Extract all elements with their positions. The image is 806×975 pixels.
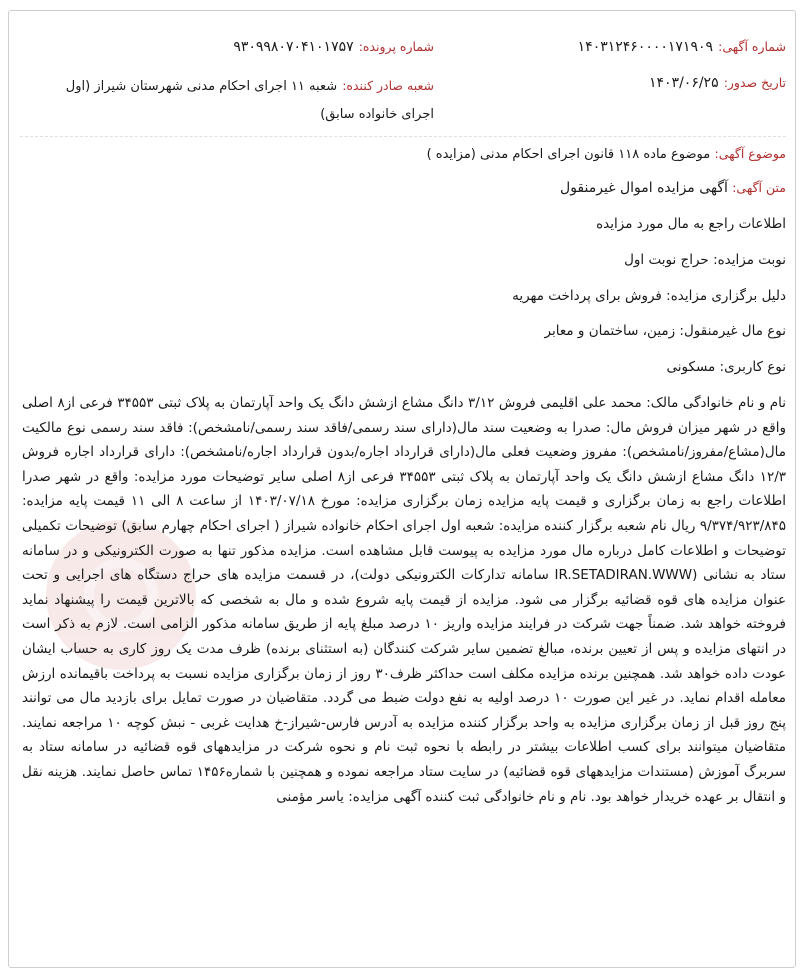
property-type-line: نوع مال غیرمنقول: زمین، ساختمان و معابر — [544, 323, 786, 339]
ad-body-paragraph: نام و نام خانوادگی مالک: محمد علی اقلیمی فروش ۳/۱۲ دانگ مشاع ازشش دانگ یک واحد آپارتمان به پلاک ثبتی ۳۴۵۵۳ فرعی از۸ اصلی واقع در شهر میزان فروش مال: صدرا به وضعیت سند مال(دارای سند رسمی/فاقد سند رسمی/نامشخص): فاقد سند رسمی نوع مالکیت مال(مشاع/مفروز/نامشخص): مفروز وضعیت فعلی مال(دارای قرارداد اجاره/بدون قرارداد اجاره/نامشخص): دارای قرارداد اجاره فروش ۱۲/۳ دانگ مشاع ازشش دانگ یک واحد آپارتمان به پلاک ثبتی ۳۴۵۵۳ فرعی از۸ اصلی سایر توضیحات مورد مزایده: واقع در شهر صدرا اطلاعات راجع به زمان برگزاری و قیمت پایه مزایده زمان برگزاری مزایده: مورخ ۱۴۰۳/۰۷/۱۸ از ساعت ۸ الی ۱۱ قیمت پایه مزایده: ۹/۳۷۴/۹۲۳/۸۴۵ ریال نام شعبه برگزار کننده مزایده: شعبه اول اجرای احکام خانواده شیراز ( اجرای احکام چهارم سابق) توضیحات تکمیلی توضیحات و اطلاعات کامل درباره مال مورد مزایده به پیوست قابل مشاهده است. مزایده مذکور تنها به صورت الکترونیکی و در سامانه ستاد به نشانی (IR.SETADIRAN.WWW سامانه تدارکات الکترونیکی دولت)، در قسمت مزایده های حراج دستگاه های اجرایی و تحت عنوان مزایده های قوه قضائیه برگزار می شود. مزایده از قیمت پایه شروع شده و مال به شخصی که بالاترین قیمت را پیشنهاد نماید فروخته خواهد شد. ضمناً جهت شرکت در فرایند مزایده واریز ۱۰ درصد مبلغ پایه از طریق سامانه مذکور الزامی است. لازم به ذکر است در انتهای مزایده و پس از تعیین برنده، مبالغ تضمین سایر شرکت کنندگان (به استثنای برنده) ظرف مدت یک روز کاری به حساب ایشان عودت داده خواهد شد. همچنین برنده مزایده مکلف است حداکثر ظرف۳۰ روز از زمان برگزاری مزایده نسبت به پرداخت باقیمانده ارزش معامله اقدام نماید. در غیر این صورت ۱۰ درصد اولیه به نفع دولت ضبط می گردد. متقاضیان در صورت تمایل برای بازدید مال می توانند پنج روز قبل از زمان برگزاری مزایده به واحد برگزار کننده مزایده به آدرس فارس-شیراز-خ هدایت غربی - نبش کوچه ۱۰ مراجعه نمایند. متقاضیان میتوانند برای کسب اطلاعات بیشتر در رابطه با نحوه ثبت نام و نحوه شرکت در مزایدههای قوه قضائیه در سامانه ستاد به سربرگ آموزش (مستندات مزایدههای قوه قضائیه) در سایت ستاد مراجعه نموده و همچنین با شماره۱۴۵۶ تماس حاصل نمایند. هزینه نقل و انتقال بر عهده خریدار خواهد بود. نام و نام خانوادگی ثبت کننده آگهی مزایده: یاسر مؤمنی — [22, 395, 787, 805]
ad-subject-label: موضوع آگهی: — [714, 146, 786, 161]
header-divider — [20, 136, 786, 137]
auction-reason-line: دلیل برگزاری مزایده: فروش برای پرداخت مهریه — [512, 288, 786, 304]
case-number-label: شماره پرونده: — [358, 39, 434, 54]
issuer-branch — [62, 72, 434, 128]
ad-text-heading — [560, 180, 786, 196]
issue-date — [649, 72, 786, 91]
ad-subject — [427, 146, 786, 162]
ad-number-label: شماره آگهی: — [718, 39, 786, 54]
auction-turn-line: نوبت مزایده: حراج نوبت اول — [624, 252, 786, 268]
ad-number-value: ۱۴۰۳۱۲۴۶۰۰۰۰۱۷۱۹۰۹ — [577, 39, 714, 55]
ad-number — [578, 36, 786, 55]
usage-type-line: نوع کاربری: مسکونی — [666, 359, 786, 375]
property-info-line: اطلاعات راجع به مال مورد مزایده — [596, 216, 786, 232]
case-number-value: ۹۳۰۹۹۸۰۷۰۴۱۰۱۷۵۷ — [233, 39, 354, 55]
issuer-branch-label: شعبه صادر کننده: — [342, 78, 434, 93]
ad-text-label: متن آگهی: — [732, 180, 786, 195]
issue-date-label: تاریخ صدور: — [723, 75, 786, 90]
issuer-branch-value: شعبه ۱۱ اجرای احکام مدنی شهرستان شیراز (اول اجرای خانواده سابق) — [65, 79, 434, 122]
case-number — [233, 36, 434, 55]
ad-subject-value: موضوع ماده ۱۱۸ قانون اجرای احکام مدنی (مزایده ) — [426, 147, 711, 162]
ad-text-title: آگهی مزایده اموال غیرمنقول — [560, 180, 728, 196]
issue-date-value: ۱۴۰۳/۰۶/۲۵ — [649, 75, 719, 91]
